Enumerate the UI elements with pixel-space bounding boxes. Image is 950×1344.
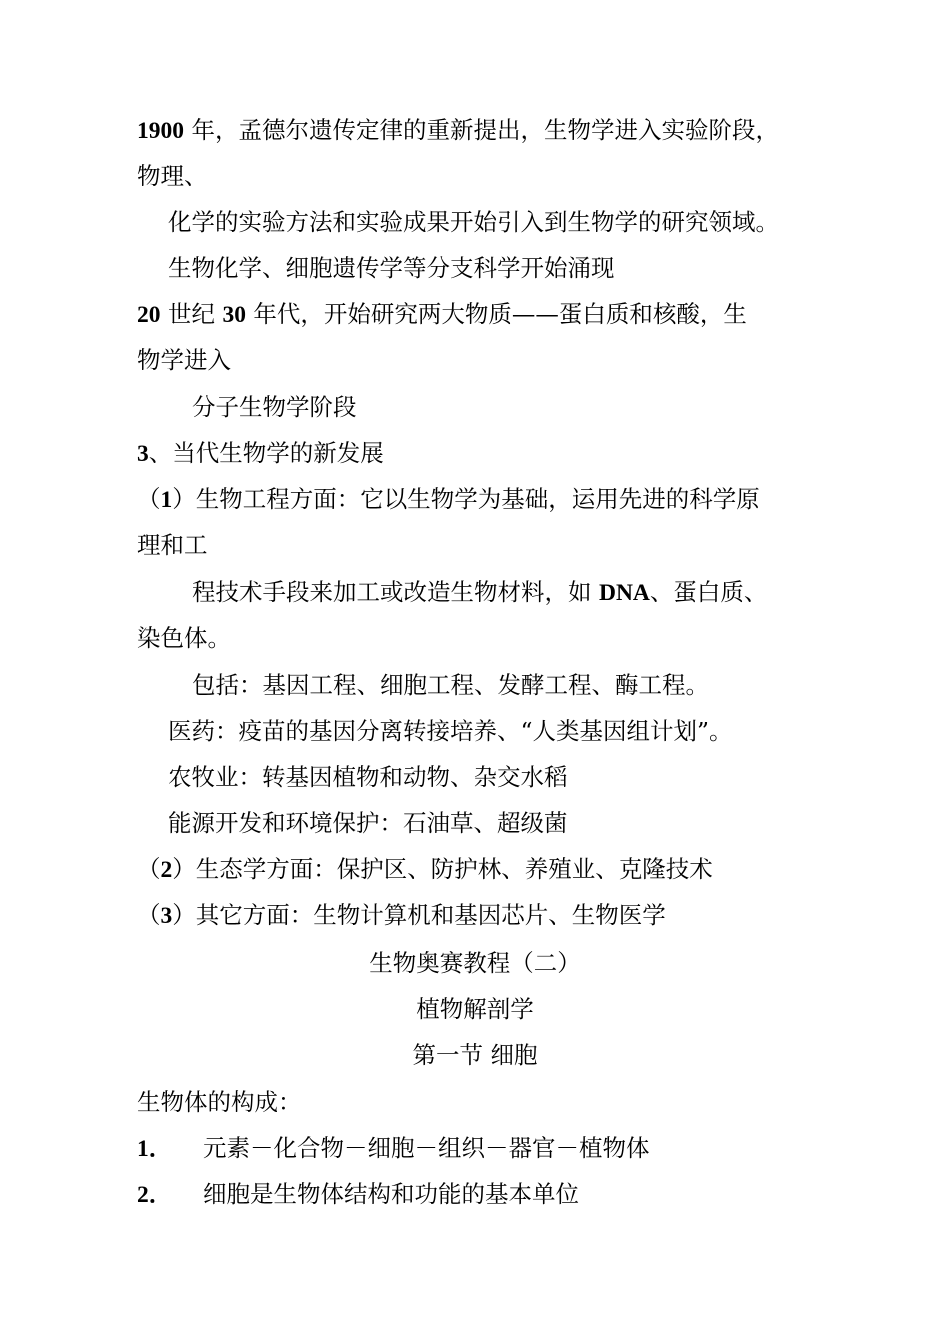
heading-section: 第一节 细胞 xyxy=(412,1041,538,1069)
paragraph-biomaterials-line1 xyxy=(192,577,767,608)
paragraph-biomaterials-line2: 染色体。 xyxy=(137,624,231,652)
paragraph-energy: 能源开发和环境保护：石油草、超级菌 xyxy=(168,809,568,837)
paren: （ xyxy=(137,855,161,883)
paragraph-chemistry-methods: 化学的实验方法和实验成果开始引入到生物学的研究领域。 xyxy=(168,208,779,236)
paren: （ xyxy=(137,485,161,513)
heading-course-title: 生物奥赛教程（二） xyxy=(369,949,581,977)
paragraph-bioengineering-line1 xyxy=(137,484,760,515)
heading-subject: 植物解剖学 xyxy=(416,995,534,1023)
paragraph-other xyxy=(137,900,666,931)
paragraph-bioengineering-line2: 理和工 xyxy=(137,531,208,559)
paragraph-molecular-stage: 分子生物学阶段 xyxy=(192,393,357,421)
list-item xyxy=(137,1133,650,1164)
paragraph-mendel-line2: 物理、 xyxy=(137,162,208,190)
paragraph-1930s-line1 xyxy=(137,299,747,330)
item-number: 3 xyxy=(160,903,173,929)
dna-term: DNA xyxy=(598,580,650,606)
paragraph-text: 年，孟德尔遗传定律的重新提出，生物学进入实验阶段， xyxy=(184,116,779,144)
paragraph-mendel-line1 xyxy=(137,115,779,146)
decade-number: 30 xyxy=(222,302,246,328)
heading-text: 、当代生物学的新发展 xyxy=(148,439,384,467)
paren: （ xyxy=(137,901,161,929)
list-text: 元素－化合物－细胞－组织－器官－植物体 xyxy=(203,1134,650,1162)
year-1900: 1900 xyxy=(137,118,184,144)
item-number: 1 xyxy=(160,487,173,513)
paragraph-text: ）生态学方面：保护区、防护林、养殖业、克隆技术 xyxy=(172,855,713,883)
paragraph-text: ）其它方面：生物计算机和基因芯片、生物医学 xyxy=(172,901,666,929)
paragraph-branch-sciences: 生物化学、细胞遗传学等分支科学开始涌现 xyxy=(168,254,615,282)
paragraph-text: 程技术手段来加工或改造生物材料，如 xyxy=(192,578,599,606)
paragraph-organism-composition: 生物体的构成： xyxy=(137,1088,302,1116)
paragraph-agriculture: 农牧业：转基因植物和动物、杂交水稻 xyxy=(168,763,568,791)
item-number: 2 xyxy=(160,857,173,883)
list-item xyxy=(137,1179,579,1210)
item-number: 3 xyxy=(137,441,149,467)
list-number: 1． xyxy=(137,1136,173,1162)
paragraph-text: 、蛋白质、 xyxy=(649,578,768,606)
heading-modern-development xyxy=(137,438,384,469)
paragraph-text: ）生物工程方面：它以生物学为基础，运用先进的科学原 xyxy=(172,485,760,513)
paragraph-1930s-line2: 物学进入 xyxy=(137,346,231,374)
paragraph-text: 世纪 xyxy=(160,300,223,328)
paragraph-medicine: 医药：疫苗的基因分离转接培养、“人类基因组计划”。 xyxy=(168,717,733,745)
list-number: 2． xyxy=(137,1182,173,1208)
paragraph-includes: 包括：基因工程、细胞工程、发酵工程、酶工程。 xyxy=(192,671,709,699)
list-text: 细胞是生物体结构和功能的基本单位 xyxy=(203,1180,579,1208)
century-number: 20 xyxy=(137,302,161,328)
paragraph-ecology xyxy=(137,854,713,885)
paragraph-text: 年代，开始研究两大物质——蛋白质和核酸，生 xyxy=(245,300,747,328)
